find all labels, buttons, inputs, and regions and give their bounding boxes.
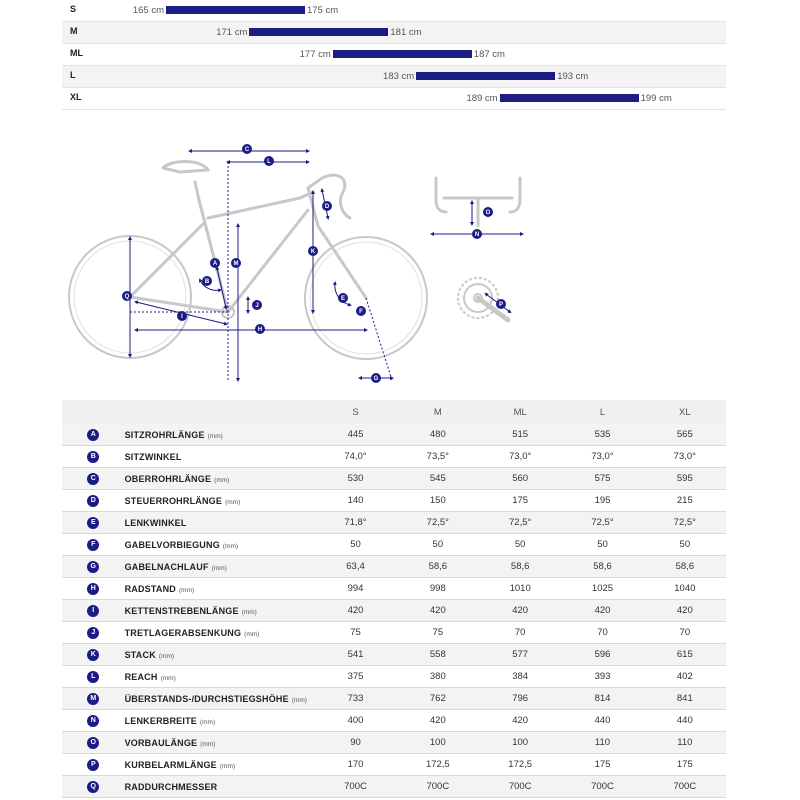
svg-text:E: E: [340, 296, 346, 302]
dimension-letter-badge: G: [87, 561, 99, 573]
table-cell: 530: [314, 468, 396, 490]
size-label: S: [70, 4, 77, 14]
measurement-unit: (mm): [200, 740, 216, 748]
dimension-letter-badge: O: [87, 737, 99, 749]
table-cell: 420: [479, 710, 561, 732]
table-cell: 175: [644, 754, 726, 776]
crankset: [458, 278, 508, 320]
table-cell: 796: [479, 688, 561, 710]
table-cell: 420: [479, 600, 561, 622]
badge-l: [264, 156, 274, 166]
table-cell: 420: [397, 600, 479, 622]
size-label: ML: [70, 48, 83, 58]
table-row: [62, 556, 726, 578]
table-row: [62, 754, 726, 776]
handlebar-front-view: [436, 178, 520, 226]
svg-text:J: J: [255, 303, 259, 309]
table-cell: 100: [479, 732, 561, 754]
table-cell: 71,8°: [314, 512, 396, 534]
table-cell: 74,0°: [314, 446, 396, 468]
dimension-letter-badge: K: [87, 649, 99, 661]
measurement-unit: (mm): [160, 674, 176, 682]
measurement-label: OBERROHRLÄNGE: [124, 473, 212, 484]
badge-q: [122, 291, 132, 301]
table-cell: 515: [479, 424, 561, 446]
badge-o: [483, 207, 493, 217]
table-cell: 558: [397, 644, 479, 666]
table-cell: 700C: [314, 776, 396, 798]
table-cell: 172,5: [397, 754, 479, 776]
table-cell: 575: [561, 468, 643, 490]
table-cell: 535: [561, 424, 643, 446]
table-cell: 994: [314, 578, 396, 600]
table-cell: 440: [561, 710, 643, 732]
badge-m: [231, 258, 241, 268]
table-cell: 170: [314, 754, 396, 776]
size-max-height: 181 cm: [390, 27, 422, 38]
measurement-name: [125, 776, 315, 798]
measurement-name: [125, 424, 315, 446]
table-cell: 393: [561, 666, 643, 688]
table-cell: 140: [314, 490, 396, 512]
badge-n: [472, 229, 482, 239]
column-header: M: [397, 400, 479, 424]
size-range-bar: [416, 72, 555, 80]
measurement-unit: (mm): [179, 586, 195, 594]
table-cell: 420: [314, 600, 396, 622]
measurement-unit: (mm): [214, 476, 230, 484]
size-max-height: 175 cm: [307, 5, 339, 16]
table-cell: 814: [561, 688, 643, 710]
size-min-height: 165 cm: [132, 5, 164, 16]
table-cell: 762: [397, 688, 479, 710]
table-cell: 998: [397, 578, 479, 600]
table-row: [62, 468, 726, 490]
table-cell: 402: [644, 666, 726, 688]
measurement-name: [125, 534, 315, 556]
table-cell: 541: [314, 644, 396, 666]
table-cell: 595: [644, 468, 726, 490]
measurement-name: [125, 600, 315, 622]
dimension-letter-badge: F: [87, 539, 99, 551]
measurement-unit: (mm): [225, 498, 241, 506]
table-cell: 384: [479, 666, 561, 688]
svg-text:I: I: [181, 314, 183, 320]
measurement-label: REACH: [124, 671, 158, 682]
size-label: XL: [70, 92, 82, 102]
measurement-name: [125, 688, 315, 710]
dim-a: [217, 268, 226, 308]
size-row-l: [62, 66, 726, 88]
table-cell: 380: [397, 666, 479, 688]
table-cell: 63,4: [314, 556, 396, 578]
table-cell: 70: [561, 622, 643, 644]
badge-g: [371, 373, 381, 383]
table-cell: 175: [561, 754, 643, 776]
measurement-label: LENKWINKEL: [124, 517, 187, 528]
badge-h: [255, 324, 265, 334]
dimension-letter-badge: D: [87, 495, 99, 507]
measurement-unit: (mm): [222, 542, 239, 550]
table-cell: 195: [561, 490, 643, 512]
table-cell: 596: [561, 644, 643, 666]
table-row: [62, 776, 726, 798]
table-cell: 110: [644, 732, 726, 754]
size-range-bar: [166, 6, 305, 14]
table-row: [62, 644, 726, 666]
table-cell: 100: [397, 732, 479, 754]
size-min-height: 171 cm: [216, 27, 248, 38]
svg-text:L: L: [267, 159, 271, 165]
table-cell: 50: [397, 534, 479, 556]
size-max-height: 199 cm: [640, 93, 672, 104]
measurement-unit: (mm): [199, 718, 216, 726]
svg-text:N: N: [474, 232, 480, 238]
dimension-letter-badge: B: [87, 451, 99, 463]
dimension-letter-badge: L: [87, 671, 99, 683]
dimension-letter-badge: E: [87, 517, 99, 529]
dimension-letter-badge: I: [87, 605, 99, 617]
table-cell: 1010: [479, 578, 561, 600]
table-cell: 72,5°: [561, 512, 643, 534]
table-cell: 73,0°: [561, 446, 643, 468]
measurement-label: STEUERROHRLÄNGE: [124, 495, 223, 506]
measurement-label: SITZROHRLÄNGE: [124, 429, 205, 440]
table-row: [62, 732, 726, 754]
geometry-diagram: [60, 130, 540, 395]
table-cell: 841: [644, 688, 726, 710]
measurement-name: [125, 732, 315, 754]
badge-c: [242, 144, 252, 154]
table-cell: 70: [644, 622, 726, 644]
table-cell: 175: [479, 490, 561, 512]
measurement-label: SITZWINKEL: [124, 451, 182, 462]
measurement-unit: (mm): [211, 564, 227, 572]
geometry-table: [62, 400, 726, 798]
bike-frame: [130, 162, 366, 313]
badge-a: [210, 258, 220, 268]
table-cell: 733: [314, 688, 396, 710]
table-cell: 1040: [644, 578, 726, 600]
table-cell: 172,5: [479, 754, 561, 776]
table-cell: 73,5°: [397, 446, 479, 468]
table-row: [62, 446, 726, 468]
measurement-unit: (mm): [241, 608, 257, 616]
svg-text:C: C: [244, 147, 250, 153]
table-cell: 577: [479, 644, 561, 666]
table-cell: 75: [397, 622, 479, 644]
dimension-letter-badge: M: [87, 693, 99, 705]
table-cell: 58,6: [479, 556, 561, 578]
measurement-unit: (mm): [219, 762, 236, 770]
measurement-unit: (mm): [291, 696, 307, 704]
measurement-name: [125, 468, 315, 490]
table-cell: 58,6: [561, 556, 643, 578]
table-cell: 420: [397, 710, 479, 732]
measurement-name: [125, 578, 315, 600]
column-header: S: [314, 400, 396, 424]
table-cell: 560: [479, 468, 561, 490]
dimension-letter-badge: P: [87, 759, 99, 771]
table-cell: 50: [561, 534, 643, 556]
measurement-label: ÜBERSTANDS-/DURCHSTIEGSHÖHE: [124, 693, 289, 704]
measurement-label: LENKERBREITE: [124, 715, 197, 726]
svg-text:M: M: [233, 261, 239, 267]
svg-text:B: B: [204, 279, 210, 285]
badge-d: [322, 201, 332, 211]
measurement-name: [125, 666, 315, 688]
table-cell: 110: [561, 732, 643, 754]
dimension-letter-badge: J: [87, 627, 99, 639]
measurement-name: [125, 754, 315, 776]
table-cell: 150: [397, 490, 479, 512]
table-row: [62, 490, 726, 512]
measurement-label: GABELVORBIEGUNG: [124, 539, 220, 550]
measurement-label: STACK: [124, 649, 156, 660]
svg-text:K: K: [310, 249, 316, 255]
table-cell: 73,0°: [644, 446, 726, 468]
badge-b: [202, 276, 212, 286]
table-cell: 50: [479, 534, 561, 556]
table-cell: 445: [314, 424, 396, 446]
table-cell: 545: [397, 468, 479, 490]
measurement-label: KETTENSTREBENLÄNGE: [124, 605, 239, 616]
table-cell: 420: [644, 600, 726, 622]
badge-k: [308, 246, 318, 256]
measurement-label: GABELNACHLAUF: [124, 561, 209, 572]
size-chart: [62, 0, 726, 110]
badge-p: [496, 299, 506, 309]
measurement-label: RADDURCHMESSER: [124, 781, 218, 792]
size-range-bar: [249, 28, 388, 36]
svg-text:A: A: [212, 261, 218, 267]
table-row: [62, 622, 726, 644]
table-row: [62, 688, 726, 710]
svg-text:Q: Q: [124, 294, 130, 300]
table-row: [62, 666, 726, 688]
size-range-bar: [333, 50, 472, 58]
table-header: [62, 400, 726, 424]
table-cell: 72,5°: [397, 512, 479, 534]
measurement-label: RADSTAND: [124, 583, 176, 594]
table-cell: 73,0°: [479, 446, 561, 468]
table-row: [62, 578, 726, 600]
dimension-letter-badge: N: [87, 715, 99, 727]
dimension-letter-badge: H: [87, 583, 99, 595]
measurement-name: [125, 644, 315, 666]
table-cell: 1025: [561, 578, 643, 600]
table-row: [62, 710, 726, 732]
badge-i: [177, 311, 187, 321]
size-row-ml: [62, 44, 726, 66]
measurement-unit: (mm): [244, 630, 260, 638]
table-cell: 700C: [397, 776, 479, 798]
table-cell: 400: [314, 710, 396, 732]
size-max-height: 193 cm: [557, 71, 589, 82]
table-cell: 70: [479, 622, 561, 644]
measurement-unit: (mm): [207, 432, 223, 440]
table-cell: 72,5°: [479, 512, 561, 534]
size-row-m: [62, 22, 726, 44]
table-cell: 50: [644, 534, 726, 556]
table-cell: 700C: [644, 776, 726, 798]
table-cell: 420: [561, 600, 643, 622]
size-label: M: [70, 26, 78, 36]
measurement-name: [125, 710, 315, 732]
size-min-height: 177 cm: [299, 49, 331, 60]
svg-text:O: O: [485, 210, 491, 216]
bike-geometry-svg: [60, 130, 540, 395]
measurement-label: KURBELARMLÄNGE: [124, 759, 217, 770]
svg-text:D: D: [324, 204, 330, 210]
size-range-bar: [500, 94, 639, 102]
table-cell: 615: [644, 644, 726, 666]
badge-e: [338, 293, 348, 303]
size-max-height: 187 cm: [473, 49, 505, 60]
table-cell: 75: [314, 622, 396, 644]
table-cell: 50: [314, 534, 396, 556]
table-cell: 700C: [479, 776, 561, 798]
dimension-letter-badge: C: [87, 473, 99, 485]
table-row: [62, 600, 726, 622]
size-label: L: [70, 70, 76, 80]
table-cell: 440: [644, 710, 726, 732]
measurement-name: [125, 622, 315, 644]
badge-j: [252, 300, 262, 310]
table-row: [62, 424, 726, 446]
table-cell: 565: [644, 424, 726, 446]
column-header: XL: [644, 400, 726, 424]
dimension-letter-badge: Q: [87, 781, 99, 793]
size-min-height: 183 cm: [383, 71, 415, 82]
column-header: L: [561, 400, 643, 424]
table-cell: 58,6: [397, 556, 479, 578]
svg-text:F: F: [359, 309, 363, 315]
diagram-badges: [122, 144, 506, 383]
measurement-name: [125, 490, 315, 512]
size-row-s: [62, 0, 726, 22]
table-row: [62, 534, 726, 556]
measurement-label: TRETLAGERABSENKUNG: [124, 627, 242, 638]
svg-text:G: G: [373, 376, 379, 382]
dimension-letter-badge: A: [87, 429, 99, 441]
table-cell: 72,5°: [644, 512, 726, 534]
table-cell: 90: [314, 732, 396, 754]
table-cell: 700C: [561, 776, 643, 798]
size-min-height: 189 cm: [466, 93, 498, 104]
measurement-label: VORBAULÄNGE: [124, 737, 198, 748]
size-row-xl: [62, 88, 726, 110]
measurement-unit: (mm): [158, 652, 175, 660]
svg-text:P: P: [498, 302, 504, 308]
table-row: [62, 512, 726, 534]
table-cell: 215: [644, 490, 726, 512]
badge-f: [356, 306, 366, 316]
measurement-name: [125, 512, 315, 534]
column-header: ML: [479, 400, 561, 424]
svg-text:H: H: [257, 327, 263, 333]
table-cell: 58,6: [644, 556, 726, 578]
table-cell: 480: [397, 424, 479, 446]
measurement-name: [125, 446, 315, 468]
table-cell: 375: [314, 666, 396, 688]
measurement-name: [125, 556, 315, 578]
